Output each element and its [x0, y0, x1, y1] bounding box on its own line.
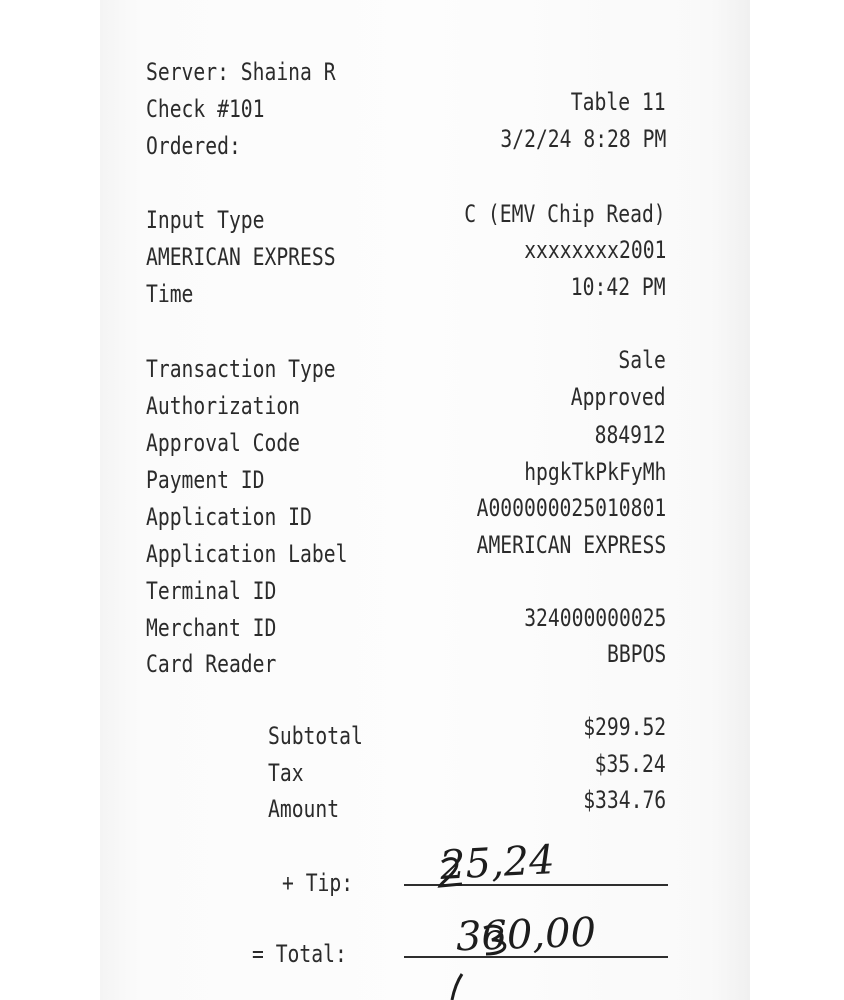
- transaction-label: Merchant ID: [146, 614, 277, 642]
- card-number: xxxxxxxx2001: [523, 236, 666, 264]
- transaction-value: A000000025010801: [476, 494, 666, 522]
- amount-label: Amount: [268, 795, 340, 823]
- input-type-value: C (EMV Chip Read): [464, 200, 666, 228]
- transaction-value: BBPOS: [606, 640, 666, 668]
- transaction-label: Authorization: [146, 392, 301, 420]
- subtotal-value: $299.52: [583, 713, 666, 741]
- tip-label: + Tip:: [282, 869, 354, 897]
- input-type-label: Input Type: [146, 206, 265, 234]
- transaction-label: Application ID: [146, 503, 312, 531]
- transaction-label: Payment ID: [146, 466, 265, 494]
- amount-value: $334.76: [583, 786, 666, 814]
- card-brand-label: AMERICAN EXPRESS: [146, 243, 336, 271]
- transaction-label: Transaction Type: [146, 355, 336, 383]
- handwritten-total: 360,00: [455, 909, 597, 961]
- transaction-value: AMERICAN EXPRESS: [476, 531, 666, 559]
- transaction-label: Application Label: [146, 540, 348, 568]
- transaction-value: hpgkTkPkFyMh: [523, 458, 666, 486]
- signature-stroke: [444, 972, 474, 1000]
- check-number: Check #101: [146, 95, 265, 123]
- tax-value: $35.24: [594, 750, 666, 778]
- ordered-value: 3/2/24 8:28 PM: [500, 125, 666, 153]
- transaction-value: Sale: [618, 346, 666, 374]
- table-number: Table 11: [571, 88, 666, 116]
- total-label: = Total:: [252, 940, 347, 968]
- handwritten-tip: 25,24: [438, 837, 556, 889]
- transaction-label: Card Reader: [146, 650, 277, 678]
- tip-correction-scribble: [436, 852, 476, 892]
- ordered-label: Ordered:: [146, 132, 241, 160]
- subtotal-label: Subtotal: [268, 722, 363, 750]
- transaction-value: 324000000025: [523, 604, 666, 632]
- server-name: Server: Shaina R: [146, 58, 336, 86]
- transaction-label: Terminal ID: [146, 577, 277, 605]
- transaction-value: 884912: [594, 421, 666, 449]
- time-value: 10:42 PM: [571, 273, 666, 301]
- tax-label: Tax: [268, 759, 304, 787]
- transaction-value: Approved: [571, 383, 666, 411]
- time-label: Time: [146, 280, 194, 308]
- transaction-label: Approval Code: [146, 429, 301, 457]
- total-correction-scribble: [480, 920, 520, 960]
